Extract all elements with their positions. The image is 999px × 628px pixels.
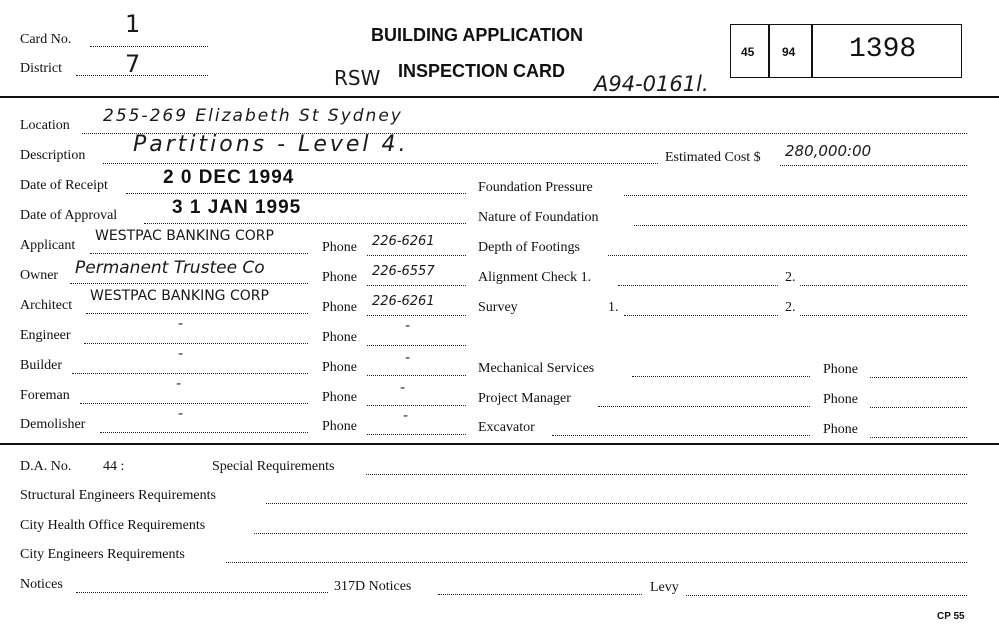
structural-requirements-dots: [266, 503, 967, 504]
city-engineers-requirements-label: City Engineers Requirements: [20, 547, 185, 562]
excavator-dots: [552, 435, 810, 436]
date-receipt-dots: [126, 193, 466, 194]
excavator-phone-label: Phone: [823, 422, 858, 437]
demolisher-phone-dots: [367, 434, 466, 435]
district-label: District: [20, 61, 62, 76]
card-no-label: Card No.: [20, 32, 72, 47]
demolisher-phone-label: Phone: [322, 419, 357, 434]
health-requirements-dots: [254, 533, 967, 534]
foreman-label: Foreman: [20, 388, 70, 403]
architect-label: Architect: [20, 298, 73, 313]
alignment-check-2: 2.: [785, 270, 796, 285]
survey-label: Survey: [478, 300, 518, 315]
box-cell-2: 94: [782, 45, 796, 59]
box-divider-2: [811, 25, 813, 77]
builder-phone-label: Phone: [322, 360, 357, 375]
survey-2: 2.: [785, 300, 796, 315]
engineer-value: -: [178, 316, 184, 332]
owner-phone-dots: [367, 285, 466, 286]
applicant-value: WESTPAC BANKING CORP: [95, 228, 274, 244]
engineer-phone-value: -: [405, 318, 411, 334]
demolisher-value: -: [178, 406, 184, 422]
builder-phone-value: -: [405, 350, 411, 366]
district-dots: [76, 75, 208, 76]
date-receipt-stamp: 2 0 DEC 1994: [163, 167, 295, 188]
survey-1: 1.: [608, 300, 619, 315]
date-approval-dots: [144, 223, 466, 224]
engineer-phone-dots: [367, 345, 466, 346]
mechanical-phone-dots: [870, 377, 967, 378]
estimated-cost-dots: [780, 165, 967, 166]
owner-phone-value: 226-6557: [372, 264, 435, 279]
alignment-check-dots-2: [800, 285, 967, 286]
notices-dots: [76, 592, 328, 593]
depth-footings-label: Depth of Footings: [478, 240, 580, 255]
handwritten-initials: RSW: [334, 66, 381, 90]
special-requirements-label: Special Requirements: [212, 459, 335, 474]
survey-dots-1: [624, 315, 778, 316]
project-manager-phone-label: Phone: [823, 392, 858, 407]
architect-value: WESTPAC BANKING CORP: [90, 288, 269, 304]
description-value: Partitions - Level 4.: [133, 132, 409, 157]
date-receipt-label: Date of Receipt: [20, 178, 108, 193]
project-manager-dots: [598, 406, 810, 407]
city-engineers-requirements-dots: [226, 562, 967, 563]
nature-foundation-dots: [634, 225, 967, 226]
builder-label: Builder: [20, 358, 62, 373]
architect-phone-dots: [367, 315, 466, 316]
demolisher-label: Demolisher: [20, 417, 86, 432]
special-requirements-dots: [366, 474, 967, 475]
notices-317d-dots: [438, 594, 642, 595]
builder-dots: [72, 373, 308, 374]
levy-label: Levy: [650, 580, 679, 595]
structural-requirements-label: Structural Engineers Requirements: [20, 488, 216, 503]
engineer-phone-label: Phone: [322, 330, 357, 345]
applicant-label: Applicant: [20, 238, 76, 253]
mechanical-services-dots: [632, 376, 810, 377]
depth-footings-dots: [608, 255, 967, 256]
notices-label: Notices: [20, 577, 63, 592]
box-divider-1: [768, 25, 770, 77]
form-code: CP 55: [937, 611, 965, 622]
notices-317d-label: 317D Notices: [334, 579, 412, 594]
description-dots: [103, 163, 658, 164]
foundation-pressure-label: Foundation Pressure: [478, 180, 593, 195]
excavator-label: Excavator: [478, 420, 535, 435]
district-value: 7: [125, 50, 141, 78]
date-approval-label: Date of Approval: [20, 208, 118, 223]
alignment-check-label: Alignment Check 1.: [478, 270, 592, 285]
handwritten-reference: A94-0161l.: [594, 72, 709, 96]
demolisher-phone-value: -: [403, 408, 409, 424]
card-no-dots: [90, 46, 208, 47]
architect-phone-value: 226-6261: [372, 294, 435, 309]
foundation-pressure-dots: [624, 195, 967, 196]
mechanical-phone-label: Phone: [823, 362, 858, 377]
owner-value: Permanent Trustee Co: [75, 258, 265, 278]
demolisher-dots: [100, 432, 308, 433]
owner-dots: [70, 283, 308, 284]
excavator-phone-dots: [870, 437, 967, 438]
foreman-dots: [80, 403, 308, 404]
applicant-phone-value: 226-6261: [372, 234, 435, 249]
alignment-check-dots-1: [618, 285, 778, 286]
applicant-phone-label: Phone: [322, 240, 357, 255]
application-number-box: [730, 24, 962, 78]
foreman-phone-label: Phone: [322, 390, 357, 405]
owner-phone-label: Phone: [322, 270, 357, 285]
lower-divider: [0, 443, 999, 445]
applicant-phone-dots: [367, 255, 466, 256]
da-no-label: D.A. No.: [20, 459, 72, 474]
project-manager-label: Project Manager: [478, 391, 571, 406]
builder-value: -: [178, 346, 184, 362]
owner-label: Owner: [20, 268, 59, 283]
engineer-label: Engineer: [20, 328, 71, 343]
foreman-phone-dots: [367, 405, 466, 406]
health-requirements-label: City Health Office Requirements: [20, 518, 206, 533]
project-manager-phone-dots: [870, 407, 967, 408]
box-cell-1: 45: [741, 45, 755, 59]
card-title-line1: BUILDING APPLICATION: [371, 25, 583, 45]
architect-phone-label: Phone: [322, 300, 357, 315]
architect-dots: [86, 313, 308, 314]
mechanical-services-label: Mechanical Services: [478, 361, 595, 376]
card-no-value: 1: [125, 10, 141, 38]
foreman-value: -: [176, 376, 182, 392]
date-approval-stamp: 3 1 JAN 1995: [172, 197, 302, 218]
estimated-cost-value: 280,000:00: [785, 142, 872, 160]
nature-foundation-label: Nature of Foundation: [478, 210, 599, 225]
foreman-phone-value: -: [400, 380, 406, 396]
location-value: 255-269 Elizabeth St Sydney: [103, 106, 403, 126]
header-divider: [0, 96, 999, 98]
da-no-value: 44 :: [103, 459, 125, 474]
survey-dots-2: [800, 315, 967, 316]
description-label: Description: [20, 148, 86, 163]
card-title-line2: INSPECTION CARD: [398, 61, 566, 81]
levy-dots: [686, 595, 967, 596]
box-number: 1398: [849, 34, 917, 65]
location-label: Location: [20, 118, 70, 133]
estimated-cost-label: Estimated Cost $: [665, 150, 761, 165]
applicant-dots: [90, 253, 308, 254]
engineer-dots: [84, 343, 308, 344]
builder-phone-dots: [367, 375, 466, 376]
